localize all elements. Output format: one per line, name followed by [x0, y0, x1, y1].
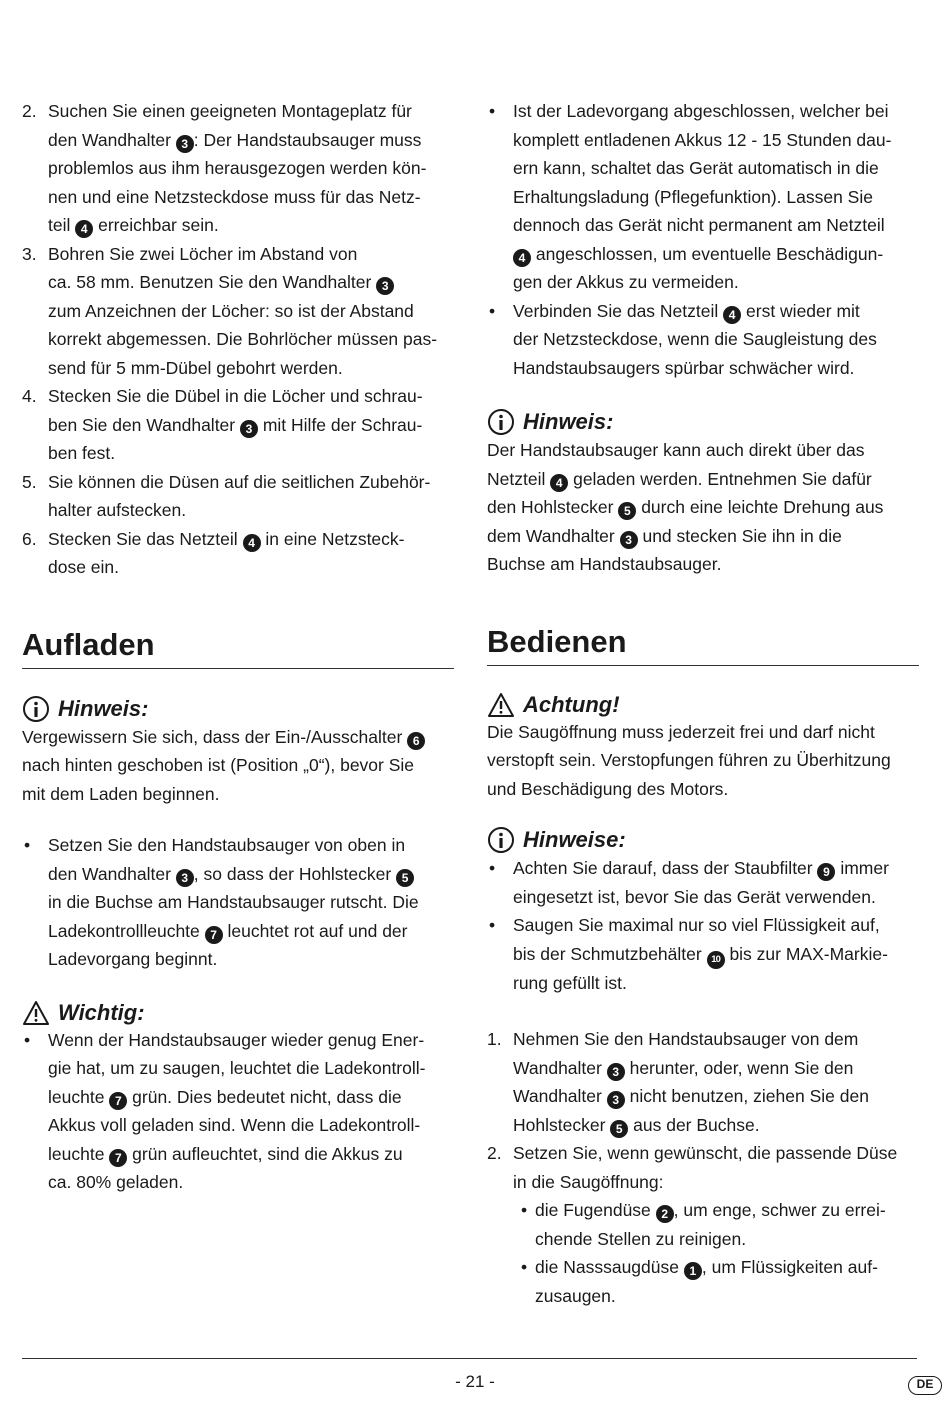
text-line [513, 940, 919, 969]
text-segment: Die Saugöffnung muss jederzeit frei und darf nicht [487, 721, 875, 742]
text-segment: Wandhalter [513, 1086, 607, 1106]
text-segment: verstopft sein. Verstopfungen führen zu Überhitzung [487, 750, 891, 770]
text-segment: ern kann, schaltet das Gerät automatisch in die [513, 158, 879, 178]
section-title-bedienen: Bedienen [487, 625, 919, 666]
part-number-badge: 3 [176, 135, 194, 153]
note-heading-wichtig [22, 1000, 454, 1026]
text-segment: problemlos aus ihm herausgezogen werden kön- [48, 158, 427, 178]
note-heading-label: Hinweise: [523, 827, 626, 852]
text-segment: gen der Akkus zu vermeiden. [513, 272, 739, 292]
text-line [513, 1168, 919, 1197]
text-segment: Setzen Sie den Handstaubsauger von oben in [48, 835, 406, 855]
bullet-item [487, 911, 919, 997]
part-number-badge: 7 [205, 926, 223, 944]
part-number-badge: 4 [513, 249, 531, 267]
text-segment: Buchse am Handstaubsauger. [487, 554, 722, 574]
language-badge: DE [908, 1376, 942, 1395]
charging-bullets [22, 831, 454, 974]
item-body [48, 1026, 454, 1197]
text-line [22, 751, 454, 780]
text-segment: in die Buchse am Handstaubsauger rutscht. Die [48, 892, 419, 912]
text-segment: mit dem Laden beginnen. [22, 783, 220, 804]
part-number-badge: 4 [723, 306, 741, 324]
text-segment: rung gefüllt ist. [513, 972, 627, 993]
text-segment: Handstaubsaugers spürbar schwächer wird. [513, 357, 855, 378]
text-segment: herunter, oder, wenn Sie den [624, 1057, 854, 1078]
text-segment: ben Sie den Wandhalter [48, 414, 240, 435]
part-number-badge: 7 [109, 1092, 127, 1110]
text-line [48, 1026, 454, 1055]
note-heading-label: Wichtig: [58, 999, 145, 1025]
right-column [487, 97, 919, 1310]
text-segment: teil [48, 215, 76, 235]
text-line [487, 436, 919, 465]
text-line [22, 723, 454, 752]
achtung-text [487, 718, 919, 804]
text-segment: gie hat, um zu saugen, leuchtet die Ladekontroll- [48, 1058, 426, 1078]
text-segment: , so dass der Hohlstecker [193, 863, 397, 884]
text-line [513, 154, 919, 183]
text-segment: Suchen Sie einen geeigneten Montageplatz für [48, 101, 412, 121]
text-segment: nen und eine Netzsteckdose muss für das Netz- [48, 186, 421, 207]
text-line [487, 718, 919, 747]
text-segment: Akkus voll geladen sind. Wenn die Ladekontroll- [48, 1115, 421, 1135]
text-segment: der Netzsteckdose, wenn die Saugleistung des [513, 329, 877, 349]
text-line [513, 1054, 919, 1083]
text-line [48, 1111, 454, 1140]
text-line [48, 297, 454, 326]
text-segment: immer [835, 858, 889, 878]
text-segment: und stecken Sie ihn in die [637, 525, 842, 546]
text-line [513, 911, 919, 940]
text-segment: Wenn der Handstaubsauger wieder genug Ener- [48, 1029, 425, 1050]
item-body [48, 525, 454, 582]
item-body [48, 831, 454, 974]
text-line [48, 268, 454, 297]
text-segment: Netzteil [487, 468, 551, 489]
text-line [535, 1225, 919, 1254]
text-segment: Nehmen Sie den Handstaubsauger von dem [513, 1029, 859, 1049]
text-line [513, 1111, 919, 1140]
bullet-symbol: • [24, 835, 31, 855]
step-number: 6. [22, 528, 37, 549]
text-segment: dennoch das Gerät nicht permanent am Netzteil [513, 215, 885, 235]
text-segment: Wandhalter [513, 1057, 607, 1078]
hinweis-text [22, 723, 454, 809]
text-line [487, 746, 919, 775]
text-line [513, 354, 919, 383]
text-line [48, 468, 454, 497]
item-body [513, 97, 919, 297]
part-number-badge: 6 [407, 732, 425, 750]
text-line [487, 775, 919, 804]
text-segment: leuchte [48, 1143, 110, 1164]
part-number-badge: 7 [109, 1149, 127, 1167]
numbered-step [22, 240, 454, 383]
note-heading-label: Hinweis: [523, 409, 614, 434]
text-line [48, 553, 454, 582]
text-segment: und Beschädigung des Motors. [487, 778, 729, 799]
step-number: 2. [487, 1143, 502, 1163]
text-segment: zum Anzeichnen der Löcher: so ist der Abstand [48, 300, 414, 321]
text-line [48, 211, 454, 240]
text-line [48, 183, 454, 212]
text-segment: chende Stellen zu reinigen. [535, 1228, 747, 1249]
bullet-item [22, 1026, 454, 1197]
text-segment: grün aufleuchtet, sind die Akkus zu [127, 1143, 403, 1164]
text-segment: geladen werden. Entnehmen Sie dafür [568, 468, 872, 489]
text-line [513, 126, 919, 155]
info-icon [22, 695, 50, 723]
step-number: 1. [487, 1029, 502, 1049]
text-segment: in eine Netzsteck- [260, 528, 405, 549]
text-line [513, 854, 919, 883]
text-line [513, 297, 919, 326]
text-segment: Bohren Sie zwei Löcher im Abstand von [48, 243, 358, 264]
item-body [513, 911, 919, 997]
text-segment: eingesetzt ist, bevor Sie das Gerät verwenden. [513, 886, 876, 907]
numbered-step [22, 382, 454, 468]
item-body [535, 1196, 919, 1253]
text-segment: Der Handstaubsauger kann auch direkt über das [487, 440, 865, 460]
numbered-step [487, 1139, 919, 1196]
text-segment: Ladevorgang beginnt. [48, 949, 218, 969]
mounting-steps [22, 97, 454, 582]
text-line [48, 382, 454, 411]
text-line [48, 1140, 454, 1169]
text-segment: Stecken Sie die Dübel in die Löcher und schrau- [48, 386, 423, 406]
text-segment: , um Flüssigkeiten auf- [701, 1257, 878, 1277]
text-segment: Ist der Ladevorgang abgeschlossen, welcher bei [513, 101, 889, 121]
bullet-item [487, 297, 919, 383]
text-segment: Hohlstecker [513, 1114, 611, 1135]
info-icon [487, 408, 515, 436]
step-number: 4. [22, 386, 37, 406]
bullet-symbol: • [521, 1257, 528, 1277]
item-body [513, 297, 919, 383]
text-line [48, 97, 454, 126]
text-segment: Setzen Sie, wenn gewünscht, die passende Düse [513, 1143, 898, 1163]
numbered-step [22, 468, 454, 525]
numbered-step [22, 525, 454, 582]
bullet-item [487, 97, 919, 297]
item-body [48, 382, 454, 468]
warning-icon [487, 692, 515, 718]
text-line [487, 493, 919, 522]
text-line [513, 268, 919, 297]
text-segment: mit Hilfe der Schrau- [257, 414, 423, 435]
operation-steps [487, 1025, 919, 1196]
bullet-item [487, 854, 919, 911]
item-body [513, 1139, 919, 1196]
bullet-symbol: • [489, 101, 496, 121]
text-line [48, 1168, 454, 1197]
part-number-badge: 5 [610, 1120, 628, 1138]
part-number-badge: 3 [607, 1091, 625, 1109]
text-segment: zusaugen. [535, 1285, 616, 1306]
text-segment: nach hinten geschoben ist (Position „0“), bevor Sie [22, 755, 415, 775]
text-line [48, 831, 454, 860]
text-line [48, 860, 454, 889]
text-line [48, 496, 454, 525]
part-number-badge: 9 [817, 863, 835, 881]
text-segment: leuchtet rot auf und der [222, 920, 408, 941]
text-line [487, 522, 919, 551]
item-body [48, 240, 454, 383]
text-segment: send für 5 mm-Dübel gebohrt werden. [48, 357, 343, 378]
text-segment: Erhaltungsladung (Pflegefunktion). Lassen Sie [513, 186, 873, 207]
text-segment: bis der Schmutzbehälter [513, 943, 707, 964]
text-segment: Achten Sie darauf, dass der Staubfilter [513, 858, 818, 878]
text-line [48, 126, 454, 155]
text-segment: den Wandhalter [48, 129, 176, 150]
bullet-symbol: • [489, 858, 496, 878]
part-number-badge: 10 [707, 951, 725, 969]
item-body [48, 468, 454, 525]
left-column [22, 97, 454, 1197]
note-heading-hinweise [487, 826, 919, 854]
text-line [48, 1054, 454, 1083]
text-segment: den Wandhalter [48, 863, 176, 884]
hinweis-text [487, 436, 919, 579]
text-segment: , um enge, schwer zu errei- [673, 1200, 886, 1220]
text-segment: erst wieder mit [741, 300, 860, 321]
part-number-badge: 3 [620, 531, 638, 549]
step-number: 5. [22, 471, 37, 492]
text-segment: ca. 80% geladen. [48, 1172, 184, 1192]
wichtig-bullets [22, 1026, 454, 1197]
text-segment: erreichbar sein. [93, 215, 219, 235]
text-line [48, 354, 454, 383]
text-line [513, 969, 919, 998]
text-segment: nicht benutzen, ziehen Sie den [624, 1086, 869, 1106]
footer-divider [22, 1358, 917, 1359]
text-line [513, 183, 919, 212]
bullet-symbol: • [489, 915, 496, 935]
text-line [513, 325, 919, 354]
part-number-badge: 5 [396, 869, 414, 887]
part-number-badge: 3 [240, 420, 258, 438]
part-number-badge: 5 [618, 502, 636, 520]
text-segment: komplett entladenen Akkus 12 - 15 Stunden dau- [513, 129, 892, 150]
text-line [535, 1196, 919, 1225]
numbered-step [22, 97, 454, 240]
text-line [513, 883, 919, 912]
text-segment: dose ein. [48, 557, 120, 577]
text-line [48, 888, 454, 917]
section-title-aufladen: Aufladen [22, 628, 454, 669]
text-segment: die Fugendüse [535, 1200, 656, 1220]
part-number-badge: 2 [656, 1205, 674, 1223]
text-segment: in die Saugöffnung: [513, 1171, 664, 1192]
text-line [487, 550, 919, 579]
text-segment: den Hohlstecker [487, 497, 619, 517]
text-segment: leuchte [48, 1086, 110, 1107]
text-line [48, 439, 454, 468]
text-segment: ca. 58 mm. Benutzen Sie den Wandhalter [48, 272, 377, 292]
text-segment: korrekt abgemessen. Die Bohrlöcher müssen pas- [48, 329, 438, 349]
bullet-item [521, 1196, 919, 1253]
item-body [513, 854, 919, 911]
note-heading-hinweis [22, 695, 454, 723]
text-line [535, 1253, 919, 1282]
text-line [48, 945, 454, 974]
info-icon [487, 826, 515, 854]
text-line [48, 240, 454, 269]
text-segment: Sie können die Düsen auf die seitlichen Zubehör- [48, 471, 431, 492]
text-segment: halter aufstecken. [48, 500, 187, 520]
text-line [513, 97, 919, 126]
item-body [513, 1025, 919, 1139]
part-number-badge: 3 [176, 869, 194, 887]
text-line [48, 525, 454, 554]
note-heading-label: Hinweis: [58, 695, 149, 721]
item-body [535, 1253, 919, 1310]
text-segment: ben fest. [48, 443, 116, 463]
note-heading-achtung [487, 692, 919, 718]
nozzle-sub-bullets [521, 1196, 919, 1310]
text-segment: Stecken Sie das Netzteil [48, 528, 243, 549]
warning-icon [22, 1000, 50, 1026]
text-line [487, 465, 919, 494]
text-line [48, 917, 454, 946]
hinweise-bullets [487, 854, 919, 997]
numbered-step [487, 1025, 919, 1139]
text-segment: Verbinden Sie das Netzteil [513, 300, 724, 321]
charging-info-bullets [487, 97, 919, 382]
text-segment: durch eine leichte Drehung aus [636, 497, 884, 517]
item-body [48, 97, 454, 240]
text-segment: bis zur MAX-Markie- [724, 943, 888, 964]
note-heading-label: Achtung! [523, 691, 620, 717]
step-number: 2. [22, 101, 37, 121]
text-segment: : Der Handstaubsauger muss [193, 129, 422, 150]
bullet-item [521, 1253, 919, 1310]
bullet-item [22, 831, 454, 974]
text-line [48, 411, 454, 440]
part-number-badge: 4 [243, 534, 261, 552]
text-segment: Vergewissern Sie sich, dass der Ein-/Ausschalter [22, 726, 408, 747]
text-segment: aus der Buchse. [628, 1114, 760, 1135]
bullet-symbol: • [24, 1029, 31, 1050]
text-line [513, 1082, 919, 1111]
text-segment: dem Wandhalter [487, 525, 620, 546]
text-line [48, 325, 454, 354]
text-line [513, 240, 919, 269]
text-line [513, 1139, 919, 1168]
text-segment: die Nasssaugdüse [535, 1257, 684, 1277]
part-number-badge: 3 [376, 277, 394, 295]
text-line [48, 1083, 454, 1112]
page-number: - 21 - [455, 1372, 495, 1391]
text-segment: Ladekontrollleuchte [48, 920, 205, 941]
part-number-badge: 3 [607, 1063, 625, 1081]
part-number-badge: 4 [550, 474, 568, 492]
part-number-badge: 4 [75, 220, 93, 238]
part-number-badge: 1 [684, 1262, 702, 1280]
text-segment: grün. Dies bedeutet nicht, dass die [127, 1086, 402, 1107]
text-line [513, 211, 919, 240]
step-number: 3. [22, 243, 37, 264]
bullet-symbol: • [489, 300, 496, 321]
note-heading-hinweis [487, 408, 919, 436]
text-line [22, 780, 454, 809]
bullet-symbol: • [521, 1200, 528, 1220]
text-line [513, 1025, 919, 1054]
text-segment: Saugen Sie maximal nur so viel Flüssigkeit auf, [513, 915, 880, 935]
text-segment: angeschlossen, um eventuelle Beschädigun- [531, 243, 884, 264]
text-line [535, 1282, 919, 1311]
text-line [48, 154, 454, 183]
